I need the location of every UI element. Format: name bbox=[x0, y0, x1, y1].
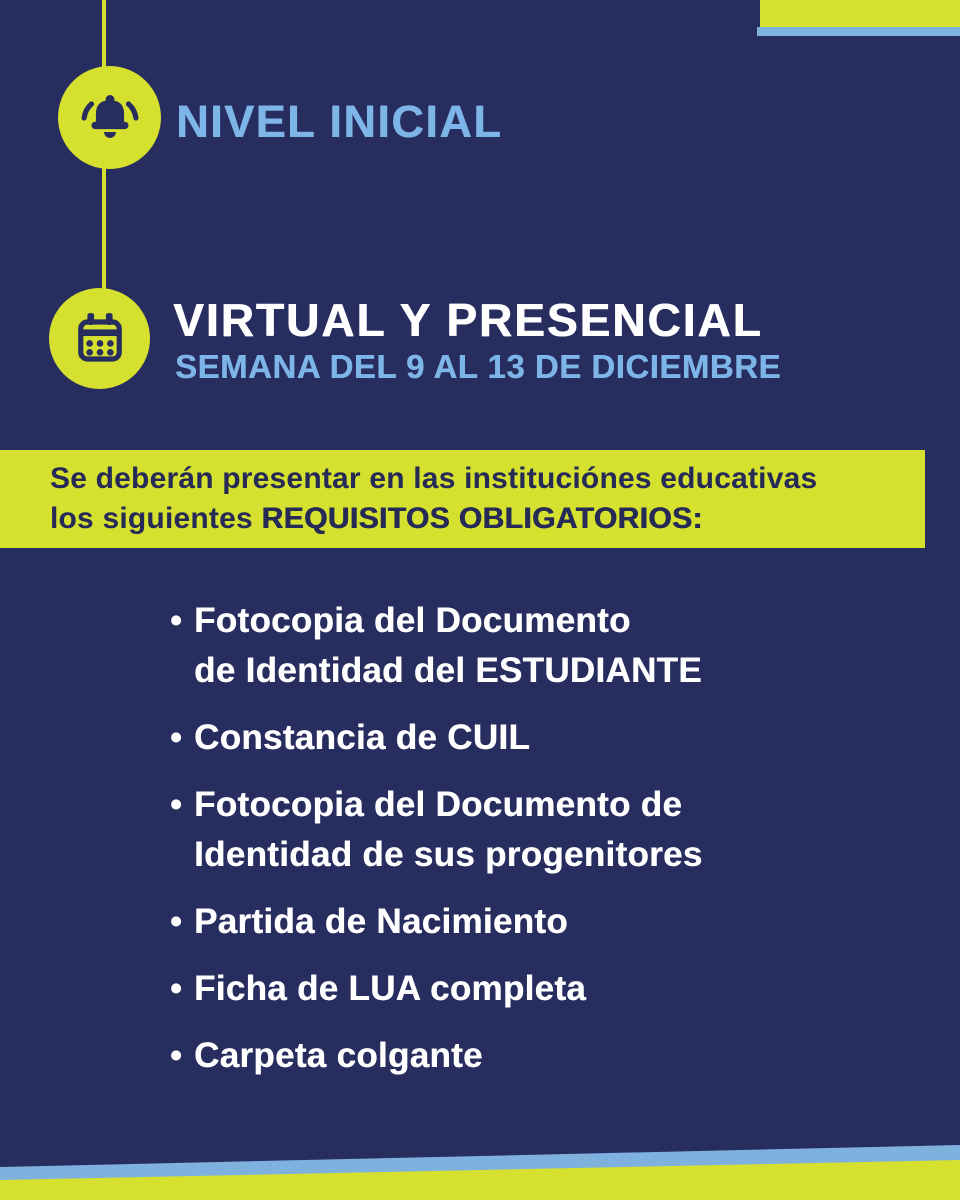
requirement-item bbox=[170, 780, 870, 880]
bullet-dot: • bbox=[170, 601, 183, 640]
requirement-item bbox=[170, 897, 870, 947]
requirement-text: Ficha de LUA completa bbox=[194, 969, 587, 1008]
bell-badge bbox=[58, 66, 161, 169]
requirement-text: Partida de Nacimiento bbox=[194, 902, 568, 941]
modality-title: VIRTUAL Y PRESENCIAL bbox=[173, 294, 763, 346]
bullet-dot: • bbox=[170, 902, 183, 941]
requirement-item bbox=[170, 1031, 870, 1081]
banner-line2-prefix: los siguientes bbox=[50, 502, 262, 535]
top-right-yellow-stripe bbox=[760, 0, 960, 27]
banner-text-line1: Se deberán presentar en las instituciónes educativas bbox=[50, 462, 818, 495]
requirement-text: Fotocopia del Documento de Identidad del ESTUDIANTE bbox=[194, 601, 702, 690]
bullet-dot: • bbox=[170, 969, 183, 1008]
requirements-list bbox=[170, 596, 870, 1098]
requirement-item bbox=[170, 713, 870, 763]
modality-subtitle: SEMANA DEL 9 AL 13 DE DICIEMBRE bbox=[175, 348, 781, 385]
banner-line2-bold: REQUISITOS OBLIGATORIOS: bbox=[261, 502, 703, 535]
top-right-blue-stripe bbox=[757, 27, 960, 36]
banner-text-line2 bbox=[50, 499, 925, 539]
bell-icon bbox=[73, 81, 147, 155]
requirement-text: Carpeta colgante bbox=[194, 1036, 483, 1075]
requirement-text: Fotocopia del Documento de Identidad de sus progenitores bbox=[194, 785, 703, 874]
requirement-item bbox=[170, 596, 870, 696]
level-title: NIVEL INICIAL bbox=[176, 96, 503, 147]
requirement-text: Constancia de CUIL bbox=[194, 718, 531, 757]
bullet-dot: • bbox=[170, 785, 183, 824]
calendar-icon bbox=[63, 302, 137, 376]
requirements-banner bbox=[0, 450, 925, 548]
requirement-item bbox=[170, 964, 870, 1014]
calendar-badge bbox=[49, 288, 150, 389]
bullet-dot: • bbox=[170, 718, 183, 757]
bullet-dot: • bbox=[170, 1036, 183, 1075]
